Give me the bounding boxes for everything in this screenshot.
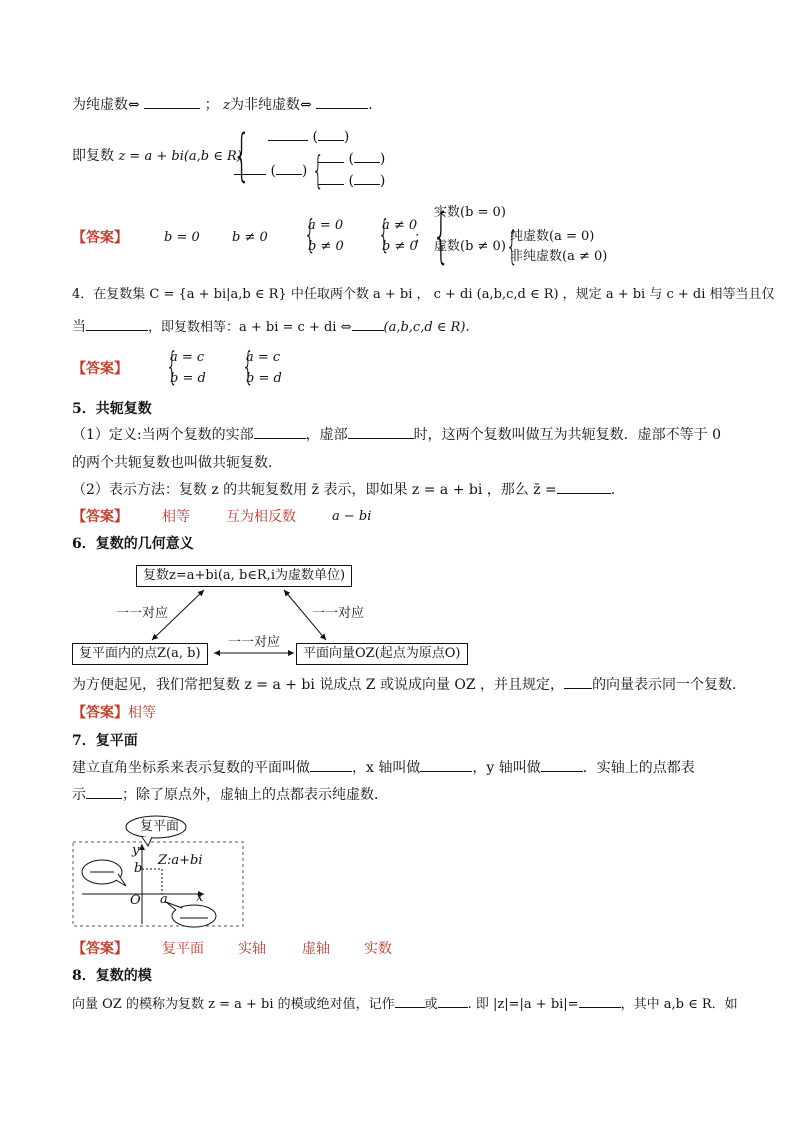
text: . [610,482,616,498]
iff-symbol: ⇔ [128,97,140,113]
label: b [134,861,143,876]
text: 的向量表示同一个复数. [592,677,737,693]
answer-value: 虚轴 [302,941,330,957]
text: 为非纯虚数 [229,97,300,113]
text: ，虚部 [305,427,348,443]
text: . 即 |z|=|a + bi|= [467,997,579,1012]
answer-value: 实数 [364,941,392,957]
q6-text [72,676,737,694]
brace-icon: { [506,224,519,268]
blank [86,786,122,799]
text: ； [204,97,219,113]
answer-tag: 【答案】 [72,509,128,525]
blank [276,162,302,175]
brace-icon: { [304,212,317,256]
text: 或 [424,997,438,1012]
text: （2）表示方法：复数 z 的共轭复数用 z̄ 表示，即如果 z = a + bi ，那么 z̄ = [72,482,557,498]
text: ；除了原点外，虚轴上的点都表示纯虚数． [122,787,388,803]
brace-icon: { [242,344,255,388]
q8-line1 [72,995,738,1014]
text: 为方便起见，我们常把复数 z = a + bi 说成点 Z 或说成向量 OZ ，并且规定， [72,677,565,693]
brace-icon: { [378,212,391,256]
label: 一一对应 [228,635,281,650]
q7-line2 [72,786,388,804]
label: a [160,892,168,907]
text: （1）定义:当两个复数的实部 [72,427,254,443]
class-real: ( ) [268,128,349,146]
bubble-label: 复平面 [140,819,180,834]
blank [316,96,368,109]
answer-real: 实数(b = 0) [434,205,506,220]
brace-icon: { [166,344,179,388]
box-complex-number: 复数z=a+bi(a, b∈R,i为虚数单位) [136,565,352,587]
label: 一一对应 [116,606,169,621]
blank [395,995,425,1008]
iff-symbol: ⇔ [299,97,312,113]
answer-imag: 虚数(b ≠ 0) [434,239,506,254]
answer-value: a ≠ 0 [382,218,418,233]
brace-icon: { [232,123,251,188]
blank [420,759,472,772]
text: 建立直角坐标系来表示复数的平面叫做 [72,760,310,776]
box-point: 复平面内的点Z(a, b) [72,643,208,665]
classify-line [72,147,242,166]
point-label: Z:a+bi [158,853,203,868]
answer-value: 互为相反数 [226,509,296,525]
text: 当 [72,319,86,335]
text: 时，这两个复数叫做互为共轭复数．虚部不等于 0 [413,427,721,443]
text: 为纯虚数 [72,97,128,113]
answer-tag: 【答案】 [72,361,128,377]
line-pure-imaginary [72,96,373,115]
text: 示 [72,787,86,803]
axis-label: y [132,843,140,858]
answer-tag: 【答案】 [72,941,128,957]
blank [564,676,592,689]
answer-value: 实轴 [238,941,266,957]
brace-icon: { [312,148,325,192]
blank [354,150,380,163]
text: ，x 轴叫做 [352,760,421,776]
q5-line2: 的两个共轭复数也叫做共轭复数． [72,455,282,471]
blank [348,426,414,439]
text: ，即复数相等：a + bi = c + di ⇔ [148,320,352,335]
answer-value: 相等 [162,509,190,525]
text: . [368,97,373,113]
text: 即复数 [72,148,114,164]
q5-title: 5．共轭复数 [72,401,152,417]
answer-value: a = c [170,350,205,365]
answer-value: b = d [170,371,206,386]
q7-title: 7．复平面 [72,733,138,749]
q8-title: 8．复数的模 [72,968,152,984]
answer-value: 复平面 [162,941,204,957]
text: ，y 轴叫做 [472,760,541,776]
q7-line1 [72,759,695,777]
answer-nonpure: 非纯虚数(a ≠ 0) [510,249,608,264]
blank [541,759,583,772]
blank [254,426,306,439]
answer-value: 相等 [128,705,156,721]
class-imag: ( ) [234,162,307,180]
answer-tag: 【答案】 [72,230,128,246]
answer-value: b ≠ 0 [308,239,344,254]
answer-value: a = c [246,350,281,365]
blank [144,96,200,109]
blank [557,481,611,494]
axis-label: x [196,890,204,905]
blank [318,128,344,141]
blank [86,318,148,331]
blank [318,150,344,163]
label: 一一对应 [312,606,365,621]
q6-answer [72,704,156,722]
q4-line2 [72,318,470,337]
text: (a,b,c,d ∈ R). [383,320,470,335]
blank [310,759,352,772]
origin-label: O [130,893,141,908]
class-pure: ( ) [318,150,385,168]
blank [318,172,344,185]
blank [268,128,308,141]
text: ．实轴上的点都表 [582,760,695,776]
var-z: z [223,98,230,113]
text: ； [414,230,428,246]
text: 向量 OZ 的模称为复数 z = a + bi 的模或绝对值，记作 [72,997,395,1012]
brace-icon: { [432,201,450,271]
answer-value: b = d [246,371,282,386]
q4-text: 4．在复数集 C = {a + bi|a,b ∈ R} 中任取两个数 a + bi ， c + di (a,b,c,d ∈ R) ，规定 a + bi 与 c + di 相等当且仅 [72,287,775,302]
box-vector: 平面向量OZ(起点为原点O) [296,643,468,665]
class-nonpure: ( ) [318,172,385,190]
blank [438,995,468,1008]
answer-value: b ≠ 0 [382,239,418,254]
text: ，其中 a,b ∈ R．如 [620,997,738,1012]
answer-tag: 【答案】 [72,705,128,721]
answer-value: a − bi [332,509,372,524]
answer-value: b ≠ 0 [232,230,268,245]
q5-line1 [72,426,721,444]
answer-pure: 纯虚数(a = 0) [510,229,595,244]
blank [354,172,380,185]
blank [352,318,384,331]
blank [234,162,266,175]
blank [579,995,621,1008]
formula: z = a + bi(a,b ∈ R) [118,149,242,164]
answer-value: b = 0 [164,230,200,245]
q6-title: 6．复数的几何意义 [72,536,194,552]
answer-value: a = 0 [308,218,344,233]
q5-line3 [72,481,615,499]
